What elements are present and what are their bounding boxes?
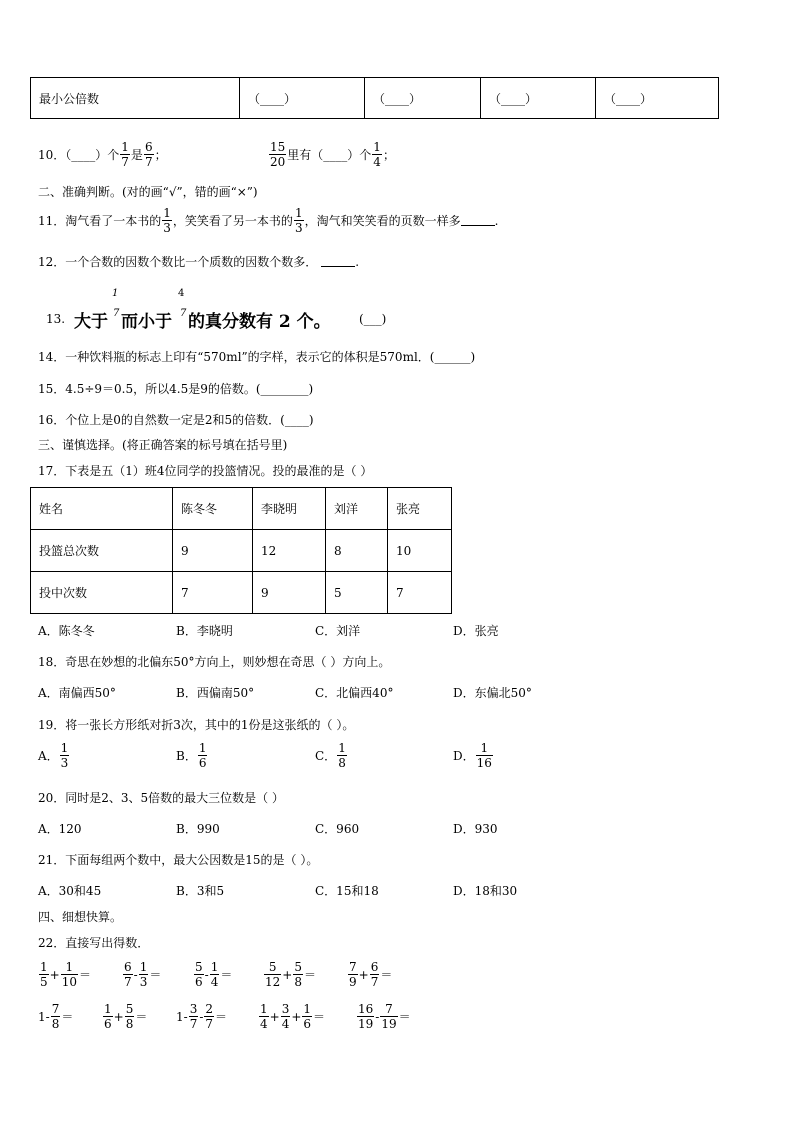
basketball-table <box>30 487 452 614</box>
calc-item: $\frac{7}{9}$ + $\frac{6}{7}$ ＝ <box>349 960 393 989</box>
calc-row-2 <box>38 1002 458 1038</box>
option-d[interactable]: D．18和30 <box>453 884 518 898</box>
table-header: 陈冬冬 <box>173 488 253 530</box>
table-row: 投篮总次数 9 12 8 10 <box>31 530 452 572</box>
calc-item: $\frac{1}{4}$ + $\frac{3}{4}$ + $\frac{1}{6}$ ＝ <box>260 1002 326 1031</box>
calc-item: 1- $\frac{7}{8}$ ＝ <box>38 1002 74 1031</box>
question-17: 17．下表是五（1）班4位同学的投篮情况。投的最准的是（ ） <box>38 464 373 478</box>
calc-item: $\frac{1}{6}$ + $\frac{5}{8}$ ＝ <box>104 1002 148 1031</box>
fraction: $\frac{1}{3}$ <box>163 206 171 235</box>
answer-blank[interactable] <box>321 256 355 267</box>
lcm-cell[interactable]: （____） <box>596 78 719 119</box>
lcm-cell[interactable]: （____） <box>365 78 481 119</box>
option-b[interactable]: B． $\frac{1}{6}$ <box>176 741 207 770</box>
fraction: $\frac{15}{20}$ <box>270 140 286 169</box>
option-c[interactable]: C．刘洋 <box>315 624 361 638</box>
option-a[interactable]: A．120 <box>38 822 82 836</box>
lcm-cell[interactable]: （____） <box>240 78 365 119</box>
lcm-table <box>30 77 719 119</box>
question-18: 18．奇思在妙想的北偏东50°方向上，则妙想在奇思（ ）方向上。 <box>38 655 391 669</box>
fraction: $\frac{1}{16}$ <box>476 741 492 770</box>
question-10b: $\frac{15}{20}$ 里有（____）个 $\frac{1}{4}$ ； <box>270 140 395 169</box>
fraction-numerator: 4 <box>178 288 185 299</box>
fraction-denominator: 7 <box>180 308 187 319</box>
option-a[interactable]: A． $\frac{1}{3}$ <box>38 741 69 770</box>
table-header: 张亮 <box>388 488 452 530</box>
calc-item: $\frac{16}{19}$ - $\frac{7}{19}$ ＝ <box>358 1002 411 1031</box>
calc-item: $\frac{6}{7}$ - $\frac{1}{3}$ ＝ <box>124 960 162 989</box>
option-d[interactable]: D． $\frac{1}{16}$ <box>453 741 492 770</box>
question-15: 15．4.5÷9＝0.5，所以4.5是9的倍数。(________) <box>38 382 314 396</box>
fraction-numerator: 1 <box>112 288 119 299</box>
question-21: 21．下面每组两个数中，最大公因数是15的是（ ）。 <box>38 853 319 867</box>
question-14: 14．一种饮料瓶的标志上印有“570ml”的字样，表示它的体积是570ml．(______) <box>38 350 476 364</box>
question-16: 16．个位上是0的自然数一定是2和5的倍数．(____) <box>38 413 314 427</box>
fraction: $\frac{1}{4}$ <box>373 140 381 169</box>
fraction: $\frac{1}{3}$ <box>60 741 69 770</box>
question-20: 20．同时是2、3、5倍数的最大三位数是（ ） <box>38 791 284 805</box>
question-22: 22．直接写出得数． <box>38 936 150 950</box>
fraction-denominator: 7 <box>113 308 120 319</box>
calc-item: 1- $\frac{3}{7}$ - $\frac{2}{7}$ ＝ <box>176 1002 228 1031</box>
calc-item: $\frac{5}{6}$ - $\frac{1}{4}$ ＝ <box>195 960 233 989</box>
lcm-label: 最小公倍数 <box>31 78 240 119</box>
table-header: 李晓明 <box>253 488 326 530</box>
table-header: 姓名 <box>31 488 173 530</box>
calc-item: $\frac{1}{5}$ + $\frac{1}{10}$ ＝ <box>40 960 91 989</box>
question-12: 12．一个合数的因数个数比一个质数的因数个数多． . <box>38 254 360 269</box>
option-b[interactable]: B．3和5 <box>176 884 225 898</box>
option-c[interactable]: C．15和18 <box>315 884 379 898</box>
option-b[interactable]: B．李晓明 <box>176 624 233 638</box>
option-c[interactable]: C．北偏西40° <box>315 686 394 700</box>
fraction: $\frac{1}{7}$ <box>121 140 129 169</box>
question-19: 19．将一张长方形纸对折3次，其中的1份是这张纸的（ ）。 <box>38 718 355 732</box>
fraction: $\frac{1}{6}$ <box>198 741 207 770</box>
question-11: 11．淘气看了一本书的 $\frac{1}{3}$ ，笑笑看了另一本书的 $\frac{1}{3}$ ，淘气和笑笑看的页数一样多 . <box>38 206 499 235</box>
fraction: $\frac{1}{3}$ <box>294 206 303 235</box>
question-13: 13. 大于 1 7 而小于 4 7 的真分数有 2 个。 (___) <box>46 288 387 332</box>
section-3-heading: 三、谨慎选择。(将正确答案的标号填在括号里) <box>38 438 288 452</box>
option-d[interactable]: D．930 <box>453 822 498 836</box>
question-10: 10．（____）个 $\frac{1}{7}$ 是 $\frac{6}{7}$ ； <box>38 140 167 169</box>
option-c[interactable]: C．960 <box>315 822 360 836</box>
q10-text: 10．（____）个 <box>38 148 120 162</box>
answer-blank[interactable] <box>461 215 495 226</box>
fraction: $\frac{6}{7}$ <box>144 140 153 169</box>
calc-row-1 <box>38 960 458 996</box>
section-2-heading: 二、准确判断。(对的画“√”，错的画“×”) <box>38 185 258 199</box>
option-b[interactable]: B．西偏南50° <box>176 686 255 700</box>
option-b[interactable]: B．990 <box>176 822 220 836</box>
option-d[interactable]: D．张亮 <box>453 624 499 638</box>
table-header: 刘洋 <box>326 488 388 530</box>
answer-blank[interactable]: (___) <box>359 312 387 326</box>
option-d[interactable]: D．东偏北50° <box>453 686 532 700</box>
fraction: $\frac{1}{8}$ <box>338 741 346 770</box>
table-row: 投中次数 7 9 5 7 <box>31 572 452 614</box>
option-a[interactable]: A．南偏西50° <box>38 686 116 700</box>
option-a[interactable]: A．陈冬冬 <box>38 624 95 638</box>
section-4-heading: 四、细想快算。 <box>38 910 123 924</box>
lcm-cell[interactable]: （____） <box>481 78 596 119</box>
calc-item: $\frac{5}{12}$ + $\frac{5}{8}$ ＝ <box>265 960 316 989</box>
option-c[interactable]: C． $\frac{1}{8}$ <box>315 741 346 770</box>
option-a[interactable]: A．30和45 <box>38 884 102 898</box>
